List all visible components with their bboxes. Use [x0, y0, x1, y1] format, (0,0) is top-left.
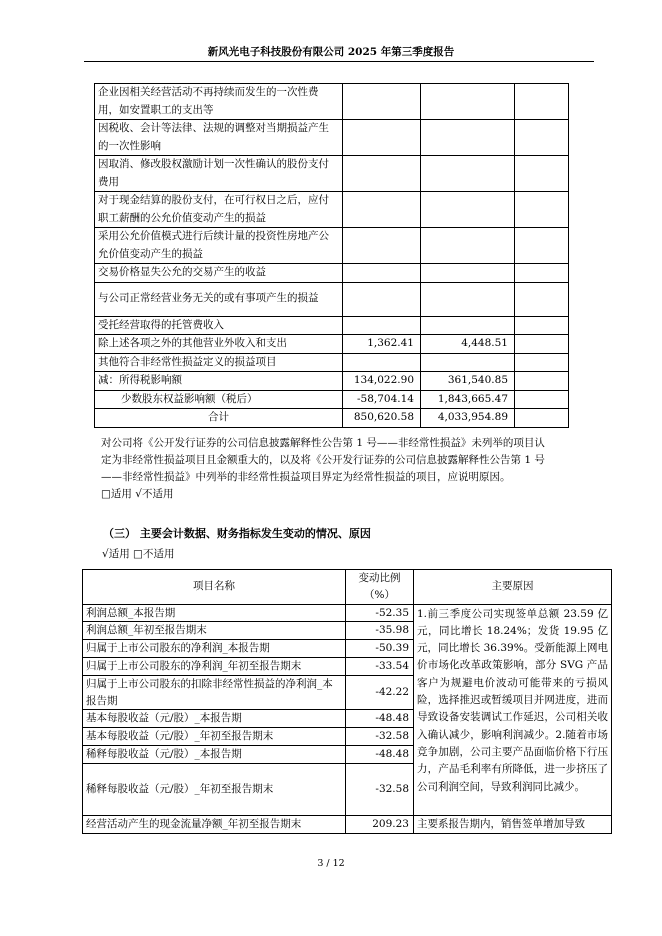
ytd-value	[421, 84, 515, 120]
row-label: 交易价格显失公允的交易产生的收益	[95, 264, 343, 283]
item-name: 归属于上市公司股东的净利润_本报告期	[83, 640, 346, 658]
header-main-reason: 主要原因	[414, 570, 612, 605]
ytd-value	[421, 156, 515, 192]
change-ratio: -33.54	[346, 657, 414, 675]
table-row	[95, 390, 569, 409]
current-period-value: 134,022.90	[343, 372, 421, 391]
table-row	[95, 316, 569, 335]
table-row	[95, 264, 569, 283]
current-period-value	[343, 264, 421, 283]
row-label: 因取消、修改股权激励计划一次性确认的股份支付费用	[95, 156, 343, 192]
ytd-value	[421, 120, 515, 156]
note-cell	[515, 156, 569, 192]
row-label: 对于现金结算的股份支付，在可行权日之后，应付职工薪酬的公允价值变动产生的损益	[95, 192, 343, 228]
row-label: 其他符合非经常性损益定义的损益项目	[95, 353, 343, 372]
row-label: 少数股东权益影响额（税后）	[95, 390, 343, 409]
note-cell	[515, 282, 569, 316]
table-row	[95, 282, 569, 316]
row-label: 减：所得税影响额	[95, 372, 343, 391]
section-title: （三） 主要会计数据、财务指标发生变动的情况、原因	[103, 527, 371, 540]
ytd-value	[421, 353, 515, 372]
non-recurring-items-table	[94, 83, 569, 428]
current-period-value	[343, 282, 421, 316]
current-period-value	[343, 156, 421, 192]
change-ratio: -52.35	[346, 604, 414, 622]
applicability-checkbox-text: □适用 √不适用	[101, 488, 174, 500]
paragraph-line: ——非经常性损益》中列举的非经常性损益项目界定为经常性损益的项目，应说明原因。	[101, 471, 511, 483]
current-period-value	[343, 353, 421, 372]
header-ratio-unit: （%）	[364, 588, 395, 601]
page-header: 新风光电子科技股份有限公司 2025 年第三季度报告	[207, 46, 455, 58]
applicability-checkbox-text: √适用 □不适用	[102, 548, 175, 560]
note-cell	[515, 120, 569, 156]
change-ratio: -32.58	[346, 763, 414, 815]
ytd-value	[421, 316, 515, 335]
item-name: 利润总额_年初至报告期末	[83, 622, 346, 640]
table-row	[83, 604, 612, 622]
change-reasons-table	[82, 569, 612, 834]
header-change-ratio	[346, 570, 414, 605]
item-name: 经营活动产生的现金流量净额_年初至报告期末	[83, 815, 346, 833]
table-row	[95, 372, 569, 391]
change-ratio: -42.22	[346, 675, 414, 710]
note-cell	[515, 192, 569, 228]
change-ratio: -48.48	[346, 745, 414, 763]
table-row	[95, 353, 569, 372]
change-ratio: -50.39	[346, 640, 414, 658]
row-label: 采用公允价值模式进行后续计量的投资性房地产公允价值变动产生的损益	[95, 228, 343, 264]
current-period-value	[343, 228, 421, 264]
table-row	[95, 409, 569, 428]
ytd-value	[421, 282, 515, 316]
header-ratio-line: 变动比例	[358, 572, 401, 584]
current-period-value	[343, 84, 421, 120]
current-period-value: 850,620.58	[343, 409, 421, 428]
note-cell	[515, 264, 569, 283]
table-row	[95, 335, 569, 354]
explanation-paragraph	[101, 435, 596, 503]
item-name: 归属于上市公司股东的净利润_年初至报告期末	[83, 657, 346, 675]
ytd-value: 361,540.85	[421, 372, 515, 391]
ytd-value: 4,448.51	[421, 335, 515, 354]
item-name: 归属于上市公司股东的扣除非经常性损益的净利润_本报告期	[83, 675, 346, 710]
table-row	[83, 815, 612, 833]
current-period-value: -58,704.14	[343, 390, 421, 409]
row-label: 与公司正常经营业务无关的或有事项产生的损益	[95, 282, 343, 316]
change-ratio: -32.58	[346, 728, 414, 746]
ytd-value: 1,843,665.47	[421, 390, 515, 409]
table-row	[95, 228, 569, 264]
table-row	[95, 192, 569, 228]
table-row	[95, 156, 569, 192]
header-divider	[84, 61, 594, 62]
paragraph-line: 定为非经常性损益项目且金额重大的，以及将《公开发行证券的公司信息披露解释性公告第 1 号	[101, 454, 545, 466]
change-ratio: -35.98	[346, 622, 414, 640]
current-period-value: 1,362.41	[343, 335, 421, 354]
change-ratio: -48.48	[346, 710, 414, 728]
current-period-value	[343, 192, 421, 228]
row-label: 除上述各项之外的其他营业外收入和支出	[95, 335, 343, 354]
note-cell	[515, 335, 569, 354]
paragraph-line: 对公司将《公开发行证券的公司信息披露解释性公告第 1 号——非经常性损益》未列举的项目认	[101, 437, 545, 449]
item-name: 基本每股收益（元/股）_本报告期	[83, 710, 346, 728]
note-cell	[515, 390, 569, 409]
note-cell	[515, 409, 569, 428]
item-name: 稀释每股收益（元/股）_本报告期	[83, 745, 346, 763]
item-name: 利润总额_本报告期	[83, 604, 346, 622]
ytd-value	[421, 192, 515, 228]
note-cell	[515, 84, 569, 120]
change-ratio: 209.23	[346, 815, 414, 833]
ytd-value	[421, 264, 515, 283]
note-cell	[515, 316, 569, 335]
current-period-value	[343, 316, 421, 335]
main-reason: 1.前三季度公司实现签单总额 23.59 亿元，同比增长 18.24%；发货 19.95 亿元，同比增长 36.39%。受新能源上网电价市场化改革政策影响，部分 SVG 产品客户为规避电价波动可能带来的亏损风险，选择推迟或暂缓项目并网进度，进而导致设备安装调试工作延迟，公司相关收入确认减少，影响利润减少。2.随着市场竞争加剧，公司主要产品面临价格下行压力，产品毛利率有所降低，进一步挤压了公司利润空间，导致利润同比减少。	[414, 604, 612, 815]
page-number: 3 / 12	[317, 858, 345, 869]
table-header-row	[83, 570, 612, 605]
item-name: 基本每股收益（元/股）_年初至报告期末	[83, 728, 346, 746]
ytd-value: 4,033,954.89	[421, 409, 515, 428]
main-reason: 主要系报告期内，销售签单增加导致	[414, 815, 612, 833]
note-cell	[515, 228, 569, 264]
table-row	[95, 84, 569, 120]
row-label: 受托经营取得的托管费收入	[95, 316, 343, 335]
row-label: 合计	[95, 409, 343, 428]
row-label: 企业因相关经营活动不再持续而发生的一次性费用，如安置职工的支出等	[95, 84, 343, 120]
item-name: 稀释每股收益（元/股）_年初至报告期末	[83, 763, 346, 815]
row-label: 因税收、会计等法律、法规的调整对当期损益产生的一次性影响	[95, 120, 343, 156]
current-period-value	[343, 120, 421, 156]
table-row	[95, 120, 569, 156]
note-cell	[515, 353, 569, 372]
note-cell	[515, 372, 569, 391]
header-item-name: 项目名称	[83, 570, 346, 605]
ytd-value	[421, 228, 515, 264]
